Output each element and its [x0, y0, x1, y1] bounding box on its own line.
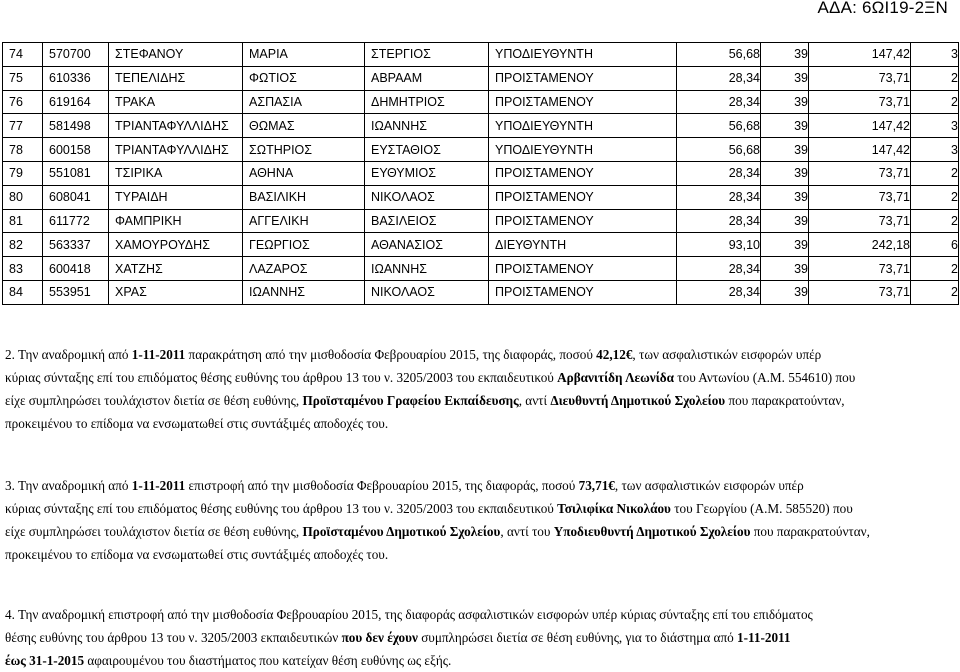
- cell-total: 147,42: [809, 114, 911, 138]
- cell-first-name: ΜΑΡΙΑ: [243, 43, 365, 67]
- ada-header: ΑΔΑ: 6ΩΙ19-2ΞΝ: [817, 0, 948, 17]
- cell-months: 3: [911, 114, 959, 138]
- cell-rate: 39: [761, 66, 809, 90]
- cell-registry-number: 581498: [43, 114, 109, 138]
- cell-row-number: 80: [3, 185, 43, 209]
- paragraph-3: [5, 474, 955, 566]
- cell-position: ΥΠΟΔΙΕΥΘΥΝΤΗ: [489, 114, 677, 138]
- cell-position: ΠΡΟΙΣΤΑΜΕΝΟΥ: [489, 161, 677, 185]
- cell-amount: 28,34: [677, 66, 761, 90]
- cell-first-name: ΣΩΤΗΡΙΟΣ: [243, 138, 365, 162]
- cell-registry-number: 553951: [43, 280, 109, 304]
- p4-line-1: 4. Την αναδρομική επιστροφή από την μισθοδοσία Φεβρουαρίου 2015, της διαφοράς ασφαλιστικών εισφορών υπέρ κύριας σύνταξης επί του επιδόματος: [5, 607, 813, 622]
- cell-surname: ΤΣΙΡΙΚΑ: [109, 161, 243, 185]
- cell-row-number: 76: [3, 90, 43, 114]
- cell-rate: 39: [761, 90, 809, 114]
- cell-surname: ΤΡΙΑΝΤΑΦΥΛΛΙΔΗΣ: [109, 138, 243, 162]
- cell-amount: 56,68: [677, 43, 761, 67]
- cell-total: 73,71: [809, 257, 911, 281]
- cell-months: 2: [911, 66, 959, 90]
- cell-rate: 39: [761, 114, 809, 138]
- cell-amount: 28,34: [677, 90, 761, 114]
- cell-row-number: 81: [3, 209, 43, 233]
- cell-months: 2: [911, 185, 959, 209]
- cell-amount: 28,34: [677, 209, 761, 233]
- cell-months: 6: [911, 233, 959, 257]
- cell-row-number: 78: [3, 138, 43, 162]
- cell-surname: ΦΑΜΠΡΙΚΗ: [109, 209, 243, 233]
- cell-total: 242,18: [809, 233, 911, 257]
- table-row: [3, 209, 959, 233]
- table-row: [3, 185, 959, 209]
- cell-rate: 39: [761, 185, 809, 209]
- cell-months: 2: [911, 280, 959, 304]
- cell-registry-number: 563337: [43, 233, 109, 257]
- cell-position: ΔΙΕΥΘΥΝΤΗ: [489, 233, 677, 257]
- cell-months: 2: [911, 257, 959, 281]
- table-row: [3, 280, 959, 304]
- cell-amount: 93,10: [677, 233, 761, 257]
- cell-first-name: ΙΩΑΝΝΗΣ: [243, 280, 365, 304]
- cell-surname: ΣΤΕΦΑΝΟΥ: [109, 43, 243, 67]
- cell-father-name: ΑΘΑΝΑΣΙΟΣ: [365, 233, 489, 257]
- cell-amount: 28,34: [677, 185, 761, 209]
- cell-months: 3: [911, 43, 959, 67]
- cell-position: ΠΡΟΙΣΤΑΜΕΝΟΥ: [489, 185, 677, 209]
- p4-line-3: έως 31-1-2015 αφαιρουμένου του διαστήματος που κατείχαν θέση ευθύνης ως εξής.: [5, 653, 452, 668]
- cell-amount: 56,68: [677, 114, 761, 138]
- cell-months: 2: [911, 90, 959, 114]
- cell-rate: 39: [761, 233, 809, 257]
- cell-rate: 39: [761, 138, 809, 162]
- cell-surname: ΧΑΤΖΗΣ: [109, 257, 243, 281]
- cell-position: ΥΠΟΔΙΕΥΘΥΝΤΗ: [489, 43, 677, 67]
- paragraph-2: [5, 343, 955, 435]
- cell-amount: 56,68: [677, 138, 761, 162]
- cell-surname: ΧΑΜΟΥΡΟΥΔΗΣ: [109, 233, 243, 257]
- p2-line-3: είχε συμπληρώσει τουλάχιστον διετία σε θέση ευθύνης, Προϊσταμένου Γραφείου Εκπαίδευσης, αντί Διευθυντή Δημοτικού Σχολείου που παρακρατούνταν,: [5, 393, 845, 408]
- cell-registry-number: 551081: [43, 161, 109, 185]
- cell-father-name: ΕΥΘΥΜΙΟΣ: [365, 161, 489, 185]
- cell-months: 2: [911, 161, 959, 185]
- cell-position: ΥΠΟΔΙΕΥΘΥΝΤΗ: [489, 138, 677, 162]
- table-row: [3, 66, 959, 90]
- cell-rate: 39: [761, 209, 809, 233]
- cell-registry-number: 600418: [43, 257, 109, 281]
- p4-line-2: θέσης ευθύνης του άρθρου 13 του ν. 3205/2003 εκπαιδευτικών που δεν έχουν συμπληρώσει διετία σε θέση ευθύνης, για το διάστημα από 1-11-2011: [5, 630, 791, 645]
- cell-position: ΠΡΟΙΣΤΑΜΕΝΟΥ: [489, 66, 677, 90]
- cell-father-name: ΑΒΡΑΑΜ: [365, 66, 489, 90]
- cell-surname: ΧΡΑΣ: [109, 280, 243, 304]
- cell-rate: 39: [761, 43, 809, 67]
- cell-total: 73,71: [809, 161, 911, 185]
- cell-position: ΠΡΟΙΣΤΑΜΕΝΟΥ: [489, 209, 677, 233]
- cell-registry-number: 611772: [43, 209, 109, 233]
- p3-line-3: είχε συμπληρώσει τουλάχιστον διετία σε θέση ευθύνης, Προϊσταμένου Δημοτικού Σχολείου, αντί του Υποδιευθυντή Δημοτικού Σχολείου που παρακρατούνταν,: [5, 524, 870, 539]
- cell-surname: ΤΡΙΑΝΤΑΦΥΛΛΙΔΗΣ: [109, 114, 243, 138]
- cell-registry-number: 600158: [43, 138, 109, 162]
- cell-first-name: ΦΩΤΙΟΣ: [243, 66, 365, 90]
- cell-position: ΠΡΟΙΣΤΑΜΕΝΟΥ: [489, 257, 677, 281]
- cell-registry-number: 608041: [43, 185, 109, 209]
- cell-total: 73,71: [809, 90, 911, 114]
- cell-position: ΠΡΟΙΣΤΑΜΕΝΟΥ: [489, 90, 677, 114]
- cell-row-number: 84: [3, 280, 43, 304]
- table-row: [3, 43, 959, 67]
- cell-father-name: ΒΑΣΙΛΕΙΟΣ: [365, 209, 489, 233]
- cell-total: 73,71: [809, 185, 911, 209]
- paragraph-4: [5, 603, 955, 672]
- table-row: [3, 90, 959, 114]
- cell-father-name: ΝΙΚΟΛΑΟΣ: [365, 185, 489, 209]
- cell-father-name: ΕΥΣΤΑΘΙΟΣ: [365, 138, 489, 162]
- cell-row-number: 82: [3, 233, 43, 257]
- cell-first-name: ΑΣΠΑΣΙΑ: [243, 90, 365, 114]
- cell-first-name: ΑΘΗΝΑ: [243, 161, 365, 185]
- table-row: [3, 114, 959, 138]
- cell-first-name: ΘΩΜΑΣ: [243, 114, 365, 138]
- p2-line-4: προκειμένου το επίδομα να ενσωματωθεί στις συντάξιμές αποδοχές του.: [5, 416, 389, 431]
- cell-surname: ΤΕΠΕΛΙΔΗΣ: [109, 66, 243, 90]
- cell-registry-number: 619164: [43, 90, 109, 114]
- cell-months: 3: [911, 138, 959, 162]
- cell-amount: 28,34: [677, 161, 761, 185]
- cell-registry-number: 570700: [43, 43, 109, 67]
- cell-total: 147,42: [809, 43, 911, 67]
- cell-father-name: ΙΩΑΝΝΗΣ: [365, 257, 489, 281]
- cell-rate: 39: [761, 280, 809, 304]
- cell-total: 147,42: [809, 138, 911, 162]
- cell-total: 73,71: [809, 66, 911, 90]
- cell-total: 73,71: [809, 209, 911, 233]
- cell-amount: 28,34: [677, 280, 761, 304]
- p2-line-2: κύριας σύνταξης επί του επιδόματος θέσης ευθύνης του άρθρου 13 του ν. 3205/2003 του εκπαιδευτικού Αρβανιτίδη Λεωνίδα του Αντωνίου (Α.Μ. 554610) που: [5, 370, 856, 385]
- cell-registry-number: 610336: [43, 66, 109, 90]
- table-row: [3, 257, 959, 281]
- cell-first-name: ΓΕΩΡΓΙΟΣ: [243, 233, 365, 257]
- cell-surname: ΤΥΡΑΙΔΗ: [109, 185, 243, 209]
- p2-line-1: 2. Την αναδρομική από 1-11-2011 παρακράτηση από την μισθοδοσία Φεβρουαρίου 2015, της διαφοράς, ποσού 42,12€, των ασφαλιστικών εισφορών υπέρ: [5, 347, 822, 362]
- cell-row-number: 83: [3, 257, 43, 281]
- p3-line-1: 3. Την αναδρομική από 1-11-2011 επιστροφή από την μισθοδοσία Φεβρουαρίου 2015, της διαφοράς, ποσού 73,71€, των ασφαλιστικών εισφορών υπέρ: [5, 478, 804, 493]
- cell-row-number: 79: [3, 161, 43, 185]
- cell-father-name: ΔΗΜΗΤΡΙΟΣ: [365, 90, 489, 114]
- cell-first-name: ΒΑΣΙΛΙΚΗ: [243, 185, 365, 209]
- cell-months: 2: [911, 209, 959, 233]
- cell-total: 73,71: [809, 280, 911, 304]
- table-row: [3, 233, 959, 257]
- table-row: [3, 161, 959, 185]
- p3-line-4: προκειμένου το επίδομα να ενσωματωθεί στις συντάξιμές αποδοχές του.: [5, 547, 389, 562]
- table-row: [3, 138, 959, 162]
- cell-row-number: 75: [3, 66, 43, 90]
- cell-rate: 39: [761, 161, 809, 185]
- cell-first-name: ΛΑΖΑΡΟΣ: [243, 257, 365, 281]
- cell-position: ΠΡΟΙΣΤΑΜΕΝΟΥ: [489, 280, 677, 304]
- cell-surname: ΤΡΑΚΑ: [109, 90, 243, 114]
- cell-row-number: 77: [3, 114, 43, 138]
- cell-row-number: 74: [3, 43, 43, 67]
- staff-table: [2, 42, 959, 305]
- cell-father-name: ΙΩΑΝΝΗΣ: [365, 114, 489, 138]
- p3-line-2: κύριας σύνταξης επί του επιδόματος θέσης ευθύνης του άρθρου 13 του ν. 3205/2003 του εκπαιδευτικού Τσιλιφίκα Νικολάου του Γεωργίου (Α.Μ. 585520) που: [5, 501, 853, 516]
- cell-father-name: ΣΤΕΡΓΙΟΣ: [365, 43, 489, 67]
- cell-father-name: ΝΙΚΟΛΑΟΣ: [365, 280, 489, 304]
- cell-rate: 39: [761, 257, 809, 281]
- cell-first-name: ΑΓΓΕΛΙΚΗ: [243, 209, 365, 233]
- cell-amount: 28,34: [677, 257, 761, 281]
